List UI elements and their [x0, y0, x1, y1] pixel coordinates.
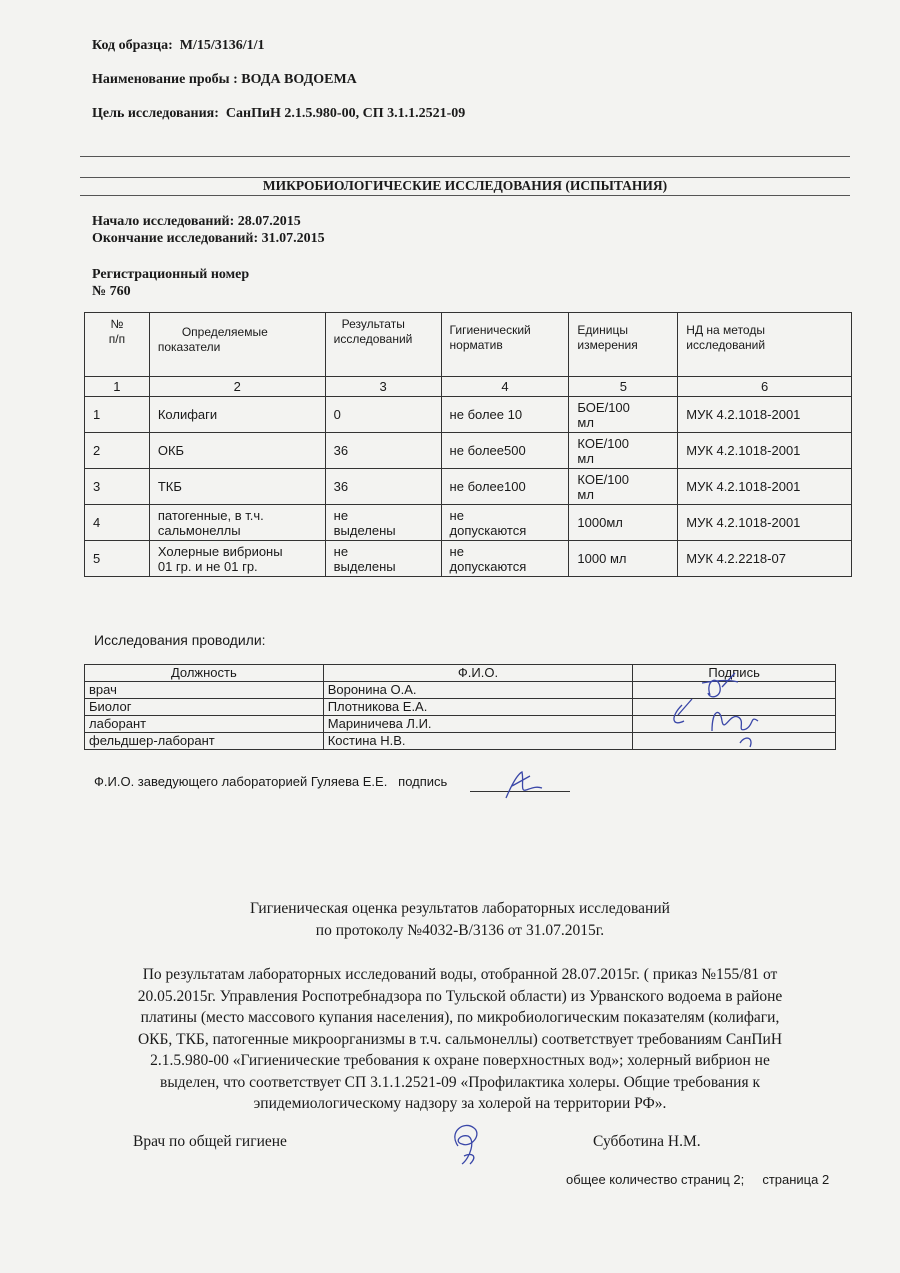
study-dates — [92, 213, 325, 247]
sample-code-line — [92, 38, 265, 54]
staff-name: Воронина О.А. — [323, 682, 633, 699]
table-row — [85, 505, 852, 541]
head-of-lab-line — [94, 774, 447, 789]
column-number: 3 — [325, 377, 441, 397]
cell-norm: не допускаются — [441, 505, 569, 541]
doctor-name: Субботина Н.М. — [593, 1133, 701, 1150]
results-table — [84, 312, 852, 577]
doctor-signature — [440, 1112, 500, 1172]
header-result: Результаты исследований — [325, 313, 441, 377]
cell-indicator: ОКБ — [149, 433, 325, 469]
cell-indicator: Холерные вибрионы 01 гр. и не 01 гр. — [149, 541, 325, 577]
staff-position: фельдшер-лаборант — [85, 733, 324, 750]
divider — [80, 195, 850, 196]
cell-norm: не более 10 — [441, 397, 569, 433]
signature-label: подпись — [398, 774, 448, 789]
purpose-line — [92, 106, 465, 122]
cell-number: 2 — [85, 433, 150, 469]
sample-name-line — [92, 72, 357, 88]
conclusion-title-line: по протоколу №4032-В/3136 от 31.07.2015г. — [315, 921, 605, 939]
staff-name: Костина Н.В. — [323, 733, 633, 750]
registration-label: Регистрационный номер — [92, 267, 250, 282]
cell-result: 36 — [325, 433, 441, 469]
cell-method: МУК 4.2.1018-2001 — [678, 469, 852, 505]
column-number: 5 — [569, 377, 678, 397]
conclusion-line: По результатам лабораторных исследований воды, отобранной 28.07.2015г. ( приказ №155/81 от — [142, 966, 778, 983]
cell-norm: не допускаются — [441, 541, 569, 577]
table-row — [85, 397, 852, 433]
purpose-value: СанПиН 2.1.5.980-00, СП 3.1.1.2521-09 — [225, 106, 466, 121]
section-title: МИКРОБИОЛОГИЧЕСКИЕ ИССЛЕДОВАНИЯ (ИСПЫТАНИЯ) — [262, 178, 668, 193]
cell-unit: БОЕ/100 мл — [569, 397, 678, 433]
header-signature: Подпись — [633, 665, 836, 682]
column-number: 4 — [441, 377, 569, 397]
conclusion-title — [110, 898, 810, 941]
conclusion-line: платины (место массового купания населения), по микробиологическим показателям (колифаги, — [140, 1009, 780, 1026]
cell-unit: 1000 мл — [569, 541, 678, 577]
start-date: Начало исследований: 28.07.2015 — [92, 214, 301, 229]
cell-unit: КОЕ/100 мл — [569, 469, 678, 505]
cell-result: не выделены — [325, 505, 441, 541]
header-number: № п/п — [85, 313, 150, 377]
doctor-position: Врач по общей гигиене — [133, 1133, 287, 1150]
cell-result: 36 — [325, 469, 441, 505]
cell-method: МУК 4.2.2218-07 — [678, 541, 852, 577]
staff-signatures — [650, 655, 790, 755]
cell-method: МУК 4.2.1018-2001 — [678, 505, 852, 541]
cell-indicator: патогенные, в т.ч. сальмонеллы — [149, 505, 325, 541]
end-date: Окончание исследований: 31.07.2015 — [92, 231, 325, 246]
footer — [566, 1172, 829, 1187]
cell-number: 1 — [85, 397, 150, 433]
conclusion-line: ОКБ, ТКБ, патогенные микроорганизмы в т.ч. сальмонеллы) соответствует требованиям СанПиН — [137, 1030, 783, 1048]
registration-number: № 760 — [92, 284, 131, 299]
cell-norm: не более100 — [441, 469, 569, 505]
cell-indicator: Колифаги — [149, 397, 325, 433]
cell-unit: КОЕ/100 мл — [569, 433, 678, 469]
conclusion-line: 20.05.2015г. Управления Роспотребнадзора по Тульской области) из Урванского водоема в районе — [137, 987, 783, 1005]
cell-result: 0 — [325, 397, 441, 433]
staff-position: лаборант — [85, 716, 324, 733]
staff-position: врач — [85, 682, 324, 699]
table-row — [85, 541, 852, 577]
header-indicator: Определяемые показатели — [149, 313, 325, 377]
column-numbers-row — [85, 377, 852, 397]
header-unit: Единицы измерения — [569, 313, 678, 377]
divider — [80, 156, 850, 157]
conclusion-line: 2.1.5.980-00 «Гигиенические требования к охране поверхностных вод»; холерный вибрион не — [150, 1052, 770, 1069]
header-name: Ф.И.О. — [323, 665, 633, 682]
cell-indicator: ТКБ — [149, 469, 325, 505]
sample-code-value: М/15/3136/1/1 — [179, 38, 265, 53]
header-norm: Гигиенический норматив — [441, 313, 569, 377]
total-pages: общее количество страниц 2; — [566, 1172, 745, 1187]
cell-method: МУК 4.2.1018-2001 — [678, 397, 852, 433]
table-header-row — [85, 313, 852, 377]
purpose-label: Цель исследования: — [92, 106, 219, 121]
staff-name: Мариничева Л.И. — [323, 716, 633, 733]
table-row — [85, 469, 852, 505]
cell-method: МУК 4.2.1018-2001 — [678, 433, 852, 469]
column-number: 2 — [149, 377, 325, 397]
staff-name: Плотникова Е.А. — [323, 699, 633, 716]
column-number: 1 — [85, 377, 150, 397]
column-number: 6 — [678, 377, 852, 397]
conclusion-line: выделен, что соответствует СП 3.1.1.2521-09 «Профилактика холеры. Общие требования к — [160, 1073, 760, 1091]
cell-number: 4 — [85, 505, 150, 541]
conclusion-body — [100, 964, 820, 1115]
staff-position: Биолог — [85, 699, 324, 716]
cell-norm: не более500 — [441, 433, 569, 469]
cell-number: 5 — [85, 541, 150, 577]
cell-result: не выделены — [325, 541, 441, 577]
table-row — [85, 433, 852, 469]
sample-name-value: ВОДА ВОДОЕМА — [241, 72, 357, 87]
head-signature — [498, 764, 548, 804]
conclusion-line: эпидемиологическому надзору за холерой на территории РФ». — [253, 1095, 667, 1112]
header-method: НД на методы исследований — [678, 313, 852, 377]
sample-name-label: Наименование пробы : — [92, 72, 238, 87]
sample-code-label: Код образца: — [92, 38, 173, 53]
cell-number: 3 — [85, 469, 150, 505]
registration — [92, 266, 249, 300]
page-number: страница 2 — [762, 1172, 830, 1187]
head-of-lab-text: Ф.И.О. заведующего лабораторией Гуляева Е.Е. — [94, 774, 388, 789]
staff-title: Исследования проводили: — [94, 632, 266, 648]
conclusion-title-line: Гигиеническая оценка результатов лабораторных исследований — [250, 900, 670, 917]
cell-unit: 1000мл — [569, 505, 678, 541]
header-position: Должность — [85, 665, 324, 682]
